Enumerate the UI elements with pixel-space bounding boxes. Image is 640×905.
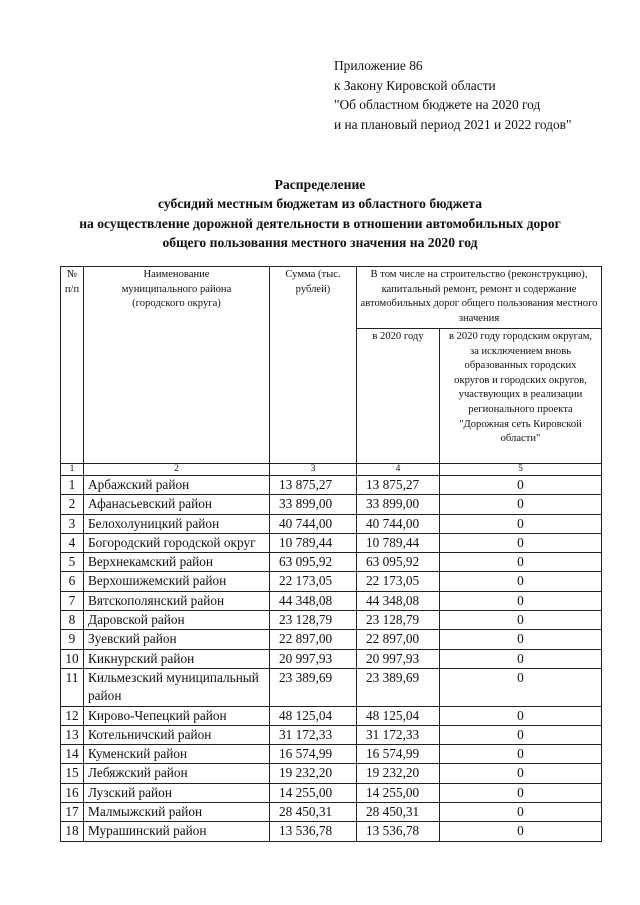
row-number: 16	[61, 783, 84, 802]
value-2020: 63 095,92	[357, 553, 440, 572]
value-urban: 0	[440, 649, 602, 668]
value-2020: 13 875,27	[357, 476, 440, 495]
row-number: 9	[61, 630, 84, 649]
header-in-2020: в 2020 году	[357, 329, 440, 464]
row-number: 8	[61, 611, 84, 630]
sum-value: 44 348,08	[270, 591, 357, 610]
table-row	[61, 783, 602, 802]
district-name: Лузский район	[84, 783, 270, 802]
table-row	[61, 630, 602, 649]
table-row	[61, 668, 602, 706]
value-2020: 33 899,00	[357, 495, 440, 514]
subsidy-table	[60, 266, 602, 842]
value-2020: 14 255,00	[357, 783, 440, 802]
value-urban: 0	[440, 514, 602, 533]
district-name: Кикнурский район	[84, 649, 270, 668]
district-name: Арбажский район	[84, 476, 270, 495]
header-urban: в 2020 году городским округам, за исключением вновь образованных городских округов и городских округов, участвующих в реализации регионального проекта "Дорожная сеть Кировской области"	[440, 329, 602, 464]
col-number: 5	[440, 464, 602, 476]
row-number: 2	[61, 495, 84, 514]
value-2020: 22 897,00	[357, 630, 440, 649]
table-row	[61, 764, 602, 783]
row-number: 15	[61, 764, 84, 783]
value-2020: 23 389,69	[357, 668, 440, 706]
value-urban: 0	[440, 668, 602, 706]
district-name: Белохолуницкий район	[84, 514, 270, 533]
row-number: 11	[61, 668, 84, 706]
value-2020: 16 574,99	[357, 745, 440, 764]
row-number: 14	[61, 745, 84, 764]
header-num: № п/п	[61, 267, 84, 464]
district-name: Богородский городской округ	[84, 533, 270, 552]
sum-value: 19 232,20	[270, 764, 357, 783]
table-row	[61, 591, 602, 610]
table-row	[61, 495, 602, 514]
value-2020: 28 450,31	[357, 803, 440, 822]
table-row	[61, 514, 602, 533]
sum-value: 13 875,27	[270, 476, 357, 495]
table-row	[61, 803, 602, 822]
table-row	[61, 822, 602, 841]
row-number: 5	[61, 553, 84, 572]
header-sum: Сумма (тыс. рублей)	[270, 267, 357, 464]
table-row	[61, 533, 602, 552]
sum-value: 10 789,44	[270, 533, 357, 552]
value-2020: 13 536,78	[357, 822, 440, 841]
table-row	[61, 572, 602, 591]
row-number: 17	[61, 803, 84, 822]
value-urban: 0	[440, 572, 602, 591]
sum-value: 31 172,33	[270, 725, 357, 744]
sum-value: 23 128,79	[270, 611, 357, 630]
district-name: Даровской район	[84, 611, 270, 630]
sum-value: 48 125,04	[270, 706, 357, 725]
value-urban: 0	[440, 745, 602, 764]
district-name: Лебяжский район	[84, 764, 270, 783]
district-name: Зуевский район	[84, 630, 270, 649]
district-name: Афанасьевский район	[84, 495, 270, 514]
district-name: Верхнекамский район	[84, 553, 270, 572]
sum-value: 20 997,93	[270, 649, 357, 668]
sum-value: 22 897,00	[270, 630, 357, 649]
row-number: 18	[61, 822, 84, 841]
row-number: 10	[61, 649, 84, 668]
appendix-line: к Закону Кировской области	[334, 77, 496, 93]
district-name: Мурашинский район	[84, 822, 270, 841]
sum-value: 22 173,05	[270, 572, 357, 591]
district-name: Котельничский район	[84, 725, 270, 744]
value-2020: 20 997,93	[357, 649, 440, 668]
title-line: Распределение	[274, 177, 366, 192]
value-urban: 0	[440, 476, 602, 495]
row-number: 13	[61, 725, 84, 744]
value-2020: 23 128,79	[357, 611, 440, 630]
sum-value: 23 389,69	[270, 668, 357, 706]
column-numbers-row	[61, 464, 602, 476]
value-2020: 19 232,20	[357, 764, 440, 783]
value-urban: 0	[440, 706, 602, 725]
row-number: 3	[61, 514, 84, 533]
value-urban: 0	[440, 553, 602, 572]
value-urban: 0	[440, 533, 602, 552]
header-name: Наименование муниципального района (городского округа)	[84, 267, 270, 464]
sum-value: 28 450,31	[270, 803, 357, 822]
title-line: общего пользования местного значения на 2020 год	[162, 235, 478, 251]
col-number: 2	[84, 464, 270, 476]
appendix-line: "Об областном бюджете на 2020 год	[334, 97, 541, 112]
value-urban: 0	[440, 611, 602, 630]
value-2020: 22 173,05	[357, 572, 440, 591]
value-2020: 48 125,04	[357, 706, 440, 725]
sum-value: 16 574,99	[270, 745, 357, 764]
title-line: на осуществление дорожной деятельности в отношении автомобильных дорог	[79, 215, 561, 231]
value-urban: 0	[440, 783, 602, 802]
header-including: В том числе на строительство (реконструкцию), капитальный ремонт, ремонт и содержание автомобильных дорог общего пользования местного значения	[357, 267, 602, 329]
col-number: 1	[61, 464, 84, 476]
row-number: 12	[61, 706, 84, 725]
sum-value: 33 899,00	[270, 495, 357, 514]
district-name: Кильмезский муниципальный район	[84, 668, 270, 706]
district-name: Кирово-Чепецкий район	[84, 706, 270, 725]
sum-value: 13 536,78	[270, 822, 357, 841]
table-row	[61, 706, 602, 725]
value-2020: 10 789,44	[357, 533, 440, 552]
table-row	[61, 476, 602, 495]
table-row	[61, 611, 602, 630]
header-row	[61, 267, 602, 329]
district-name: Вятскополянский район	[84, 591, 270, 610]
district-name: Верхошижемский район	[84, 572, 270, 591]
value-2020: 40 744,00	[357, 514, 440, 533]
district-name: Малмыжский район	[84, 803, 270, 822]
value-urban: 0	[440, 764, 602, 783]
value-urban: 0	[440, 630, 602, 649]
row-number: 4	[61, 533, 84, 552]
sum-value: 63 095,92	[270, 553, 357, 572]
row-number: 1	[61, 476, 84, 495]
appendix-line: и на плановый период 2021 и 2022 годов"	[334, 116, 572, 132]
appendix-block	[334, 56, 571, 134]
value-urban: 0	[440, 591, 602, 610]
value-urban: 0	[440, 803, 602, 822]
value-urban: 0	[440, 822, 602, 841]
value-urban: 0	[440, 495, 602, 514]
value-2020: 31 172,33	[357, 725, 440, 744]
sum-value: 14 255,00	[270, 783, 357, 802]
document-title	[0, 175, 640, 253]
value-2020: 44 348,08	[357, 591, 440, 610]
sum-value: 40 744,00	[270, 514, 357, 533]
col-number: 4	[357, 464, 440, 476]
value-urban: 0	[440, 725, 602, 744]
title-line: субсидий местным бюджетам из областного бюджета	[157, 196, 483, 212]
table-row	[61, 553, 602, 572]
row-number: 6	[61, 572, 84, 591]
col-number: 3	[270, 464, 357, 476]
appendix-line: Приложение 86	[334, 58, 423, 73]
table-row	[61, 725, 602, 744]
table-row	[61, 649, 602, 668]
row-number: 7	[61, 591, 84, 610]
table-row	[61, 745, 602, 764]
district-name: Куменский район	[84, 745, 270, 764]
